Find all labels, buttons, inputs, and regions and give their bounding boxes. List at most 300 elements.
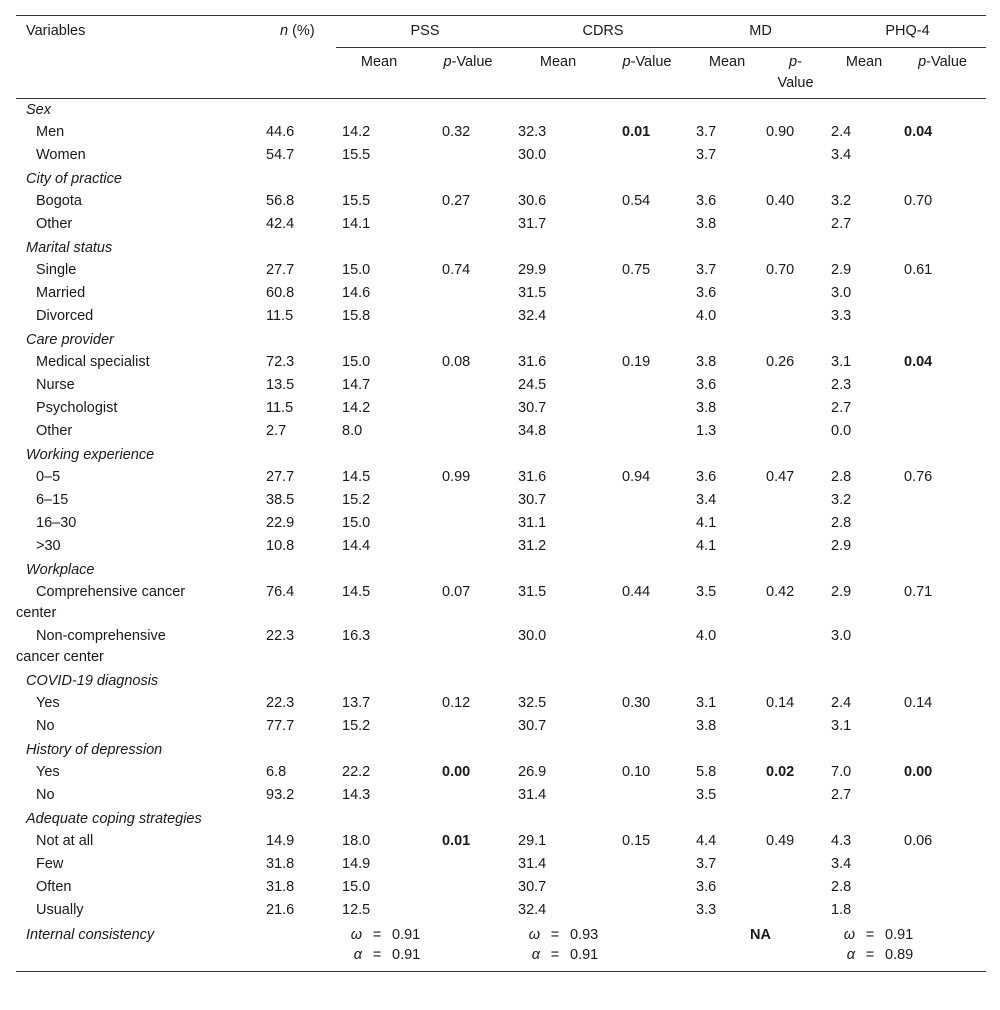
cell-n: 22.9 [266, 515, 295, 531]
cell-md-p: 0.70 [766, 262, 795, 278]
cell-md-p: 0.49 [766, 833, 795, 849]
row-label: Married [36, 285, 86, 301]
cell-pss-p [422, 375, 514, 398]
phq4-omega: 0.91 [885, 927, 914, 943]
table-row [16, 693, 986, 716]
cell-phq-mean: 2.7 [831, 216, 852, 232]
cell-n: 11.5 [266, 308, 294, 324]
table-row [16, 191, 986, 214]
cell-md-mean: 4.1 [696, 515, 717, 531]
cell-n: 6.8 [266, 764, 287, 780]
cell-phq-mean: 2.9 [831, 262, 852, 278]
cell-cdrs-p [602, 306, 692, 329]
pss-alpha: 0.91 [392, 947, 421, 963]
cell-md-p [762, 785, 829, 808]
row-label: Not at all [36, 833, 94, 849]
cell-md-p [762, 716, 829, 739]
table-row [16, 283, 986, 306]
results-table-container [16, 15, 986, 972]
cell-n: 22.3 [266, 628, 295, 644]
table-row [16, 831, 986, 854]
cdrs-consistency: ω = 0.93 α = 0.91 [514, 923, 692, 972]
cell-cdrs-p [602, 214, 692, 237]
cell-cdrs-mean: 31.1 [518, 515, 547, 531]
cell-md-p: 0.26 [766, 354, 795, 370]
cell-n: 93.2 [266, 787, 295, 803]
cell-pss-p [422, 398, 514, 421]
section-header [16, 168, 986, 191]
cell-phq-mean: 7.0 [831, 764, 852, 780]
cell-phq-p: 0.71 [904, 584, 933, 600]
cell-pss-p: 0.08 [442, 354, 471, 370]
cell-pss-mean: 15.2 [342, 492, 371, 508]
cell-md-p [762, 214, 829, 237]
table-row [16, 375, 986, 398]
cell-md-p: 0.40 [766, 193, 795, 209]
cell-cdrs-p [602, 854, 692, 877]
cell-pss-mean: 14.4 [342, 538, 371, 554]
header-group-cdrs: CDRS [514, 16, 692, 48]
table-row [16, 536, 986, 559]
row-label: 6–15 [36, 492, 69, 508]
table-row [16, 490, 986, 513]
cell-cdrs-p [602, 785, 692, 808]
cell-phq-p [899, 854, 986, 877]
results-table [16, 15, 986, 972]
cell-cdrs-mean: 30.0 [518, 628, 547, 644]
row-label: Other [36, 216, 73, 232]
section-header [16, 670, 986, 693]
section-title: Working experience [26, 447, 155, 463]
section-header [16, 444, 986, 467]
cell-cdrs-p [602, 626, 692, 670]
cell-phq-p [899, 536, 986, 559]
cell-md-mean: 3.1 [696, 695, 717, 711]
cell-n: 14.9 [266, 833, 295, 849]
cell-pss-mean: 15.0 [342, 879, 371, 895]
cell-phq-p: 0.14 [904, 695, 933, 711]
cell-phq-mean: 2.3 [831, 377, 852, 393]
cell-md-p: 0.42 [766, 584, 795, 600]
row-label: Often [36, 879, 72, 895]
row-label: Medical specialist [36, 354, 150, 370]
cell-cdrs-mean: 32.3 [518, 124, 547, 140]
cell-cdrs-p: 0.44 [622, 584, 651, 600]
header-md-p: p- Value [762, 48, 829, 99]
cell-phq-mean: 3.3 [831, 308, 852, 324]
cell-cdrs-mean: 30.0 [518, 147, 547, 163]
cell-phq-p [899, 375, 986, 398]
section-header [16, 559, 986, 582]
table-row [16, 306, 986, 329]
table-row [16, 352, 986, 375]
cell-n: 38.5 [266, 492, 295, 508]
cell-phq-p: 0.04 [904, 354, 933, 370]
cell-phq-mean: 3.1 [831, 354, 852, 370]
phq4-consistency: ω = 0.91 α = 0.89 [829, 923, 986, 972]
row-label: >30 [36, 538, 61, 554]
table-row [16, 900, 986, 923]
row-label: Single [36, 262, 77, 278]
row-label: Psychologist [36, 400, 118, 416]
cell-md-p [762, 877, 829, 900]
row-label: Nurse [36, 377, 75, 393]
cell-md-p [762, 513, 829, 536]
header-n-symbol: n [280, 23, 289, 39]
cell-md-mean: 3.6 [696, 285, 717, 301]
table-row [16, 854, 986, 877]
cell-md-mean: 3.6 [696, 193, 717, 209]
table-row [16, 214, 986, 237]
cell-n: 21.6 [266, 902, 295, 918]
section-header [16, 739, 986, 762]
cell-pss-p: 0.00 [442, 764, 471, 780]
cell-n: 72.3 [266, 354, 295, 370]
cell-pss-mean: 15.0 [342, 515, 371, 531]
cell-phq-mean: 2.8 [831, 469, 852, 485]
cell-pss-mean: 18.0 [342, 833, 371, 849]
header-cdrs-p: p-Value [602, 48, 692, 99]
cell-cdrs-p: 0.01 [622, 124, 651, 140]
cell-cdrs-p: 0.15 [622, 833, 651, 849]
cell-md-mean: 3.7 [696, 124, 717, 140]
cell-phq-p: 0.76 [904, 469, 933, 485]
cell-pss-p: 0.12 [442, 695, 471, 711]
cell-md-mean: 5.8 [696, 764, 717, 780]
cell-n: 11.5 [266, 400, 294, 416]
section-title: City of practice [26, 171, 122, 187]
cell-phq-mean: 2.4 [831, 124, 852, 140]
cell-cdrs-mean: 31.5 [518, 584, 547, 600]
cell-md-p [762, 283, 829, 306]
cell-pss-p [422, 513, 514, 536]
cell-cdrs-p [602, 283, 692, 306]
cell-cdrs-p [602, 877, 692, 900]
cell-cdrs-p: 0.10 [622, 764, 651, 780]
cell-cdrs-mean: 31.6 [518, 469, 547, 485]
cell-phq-p [899, 421, 986, 444]
cell-n: 31.8 [266, 879, 295, 895]
cell-pss-p [422, 877, 514, 900]
cell-phq-p [899, 513, 986, 536]
cell-pss-mean: 14.5 [342, 469, 371, 485]
section-title: Care provider [26, 332, 114, 348]
table-row [16, 398, 986, 421]
cell-cdrs-mean: 30.7 [518, 718, 547, 734]
cell-md-mean: 4.4 [696, 833, 717, 849]
cell-cdrs-mean: 30.7 [518, 492, 547, 508]
header-phq4-p: p-Value [899, 48, 986, 99]
cell-phq-mean: 3.2 [831, 193, 852, 209]
cell-md-p [762, 306, 829, 329]
cell-cdrs-mean: 26.9 [518, 764, 547, 780]
cell-phq-p [899, 626, 986, 670]
cell-cdrs-mean: 31.6 [518, 354, 547, 370]
row-label: Divorced [36, 308, 94, 324]
cell-md-p: 0.02 [766, 764, 795, 780]
cell-phq-mean: 2.8 [831, 879, 852, 895]
cell-cdrs-p [602, 716, 692, 739]
cell-pss-p: 0.99 [442, 469, 471, 485]
row-label: Yes [36, 764, 60, 780]
cell-n: 22.3 [266, 695, 295, 711]
cell-md-p [762, 854, 829, 877]
cell-cdrs-mean: 31.7 [518, 216, 547, 232]
cell-cdrs-mean: 24.5 [518, 377, 547, 393]
cell-pss-mean: 15.0 [342, 262, 371, 278]
cell-cdrs-mean: 29.1 [518, 833, 547, 849]
cell-pss-p [422, 626, 514, 670]
table-row [16, 716, 986, 739]
cell-pss-mean: 22.2 [342, 764, 371, 780]
cell-n: 44.6 [266, 124, 295, 140]
section-title: Sex [26, 102, 51, 118]
cell-cdrs-mean: 31.4 [518, 787, 547, 803]
cell-cdrs-mean: 32.4 [518, 902, 547, 918]
cell-phq-mean: 3.4 [831, 856, 852, 872]
cell-md-p: 0.14 [766, 695, 795, 711]
cell-n: 42.4 [266, 216, 295, 232]
table-row [16, 785, 986, 808]
cell-pss-mean: 8.0 [342, 423, 363, 439]
section-header [16, 99, 986, 123]
table-row [16, 145, 986, 168]
cell-md-mean: 3.6 [696, 879, 717, 895]
cell-pss-mean: 15.2 [342, 718, 371, 734]
cell-cdrs-p: 0.75 [622, 262, 651, 278]
cell-n: 60.8 [266, 285, 295, 301]
cell-n: 2.7 [266, 423, 287, 439]
header-variables: Variables [16, 16, 256, 48]
cell-pss-p [422, 306, 514, 329]
cell-md-mean: 3.8 [696, 216, 717, 232]
cell-pss-p [422, 900, 514, 923]
cell-cdrs-mean: 34.8 [518, 423, 547, 439]
cell-md-mean: 3.6 [696, 377, 717, 393]
phq4-alpha: 0.89 [885, 947, 914, 963]
cell-cdrs-p [602, 490, 692, 513]
cell-phq-p: 0.04 [904, 124, 933, 140]
cell-cdrs-mean: 31.4 [518, 856, 547, 872]
cell-md-mean: 3.8 [696, 354, 717, 370]
cell-md-mean: 4.0 [696, 308, 717, 324]
row-label: Bogota [36, 193, 82, 209]
cell-n: 31.8 [266, 856, 295, 872]
header-n [256, 16, 336, 48]
cell-md-p: 0.90 [766, 124, 795, 140]
cell-md-mean: 3.8 [696, 400, 717, 416]
cell-cdrs-p [602, 375, 692, 398]
cell-phq-p [899, 214, 986, 237]
table-row [16, 877, 986, 900]
cdrs-omega: 0.93 [570, 927, 599, 943]
cell-phq-p [899, 785, 986, 808]
table-row [16, 582, 986, 626]
section-header [16, 237, 986, 260]
section-title: Marital status [26, 240, 113, 256]
row-label: Few [36, 856, 64, 872]
section-title: Adequate coping strategies [26, 811, 202, 827]
cell-md-mean: 3.8 [696, 718, 717, 734]
cell-pss-mean: 15.5 [342, 147, 371, 163]
header-group-pss: PSS [336, 16, 514, 48]
cell-phq-p [899, 283, 986, 306]
cell-n: 56.8 [266, 193, 295, 209]
cell-pss-mean: 14.2 [342, 400, 371, 416]
header-pss-p: p-Value [422, 48, 514, 99]
table-row [16, 421, 986, 444]
cell-cdrs-p [602, 421, 692, 444]
cell-pss-mean: 14.5 [342, 584, 371, 600]
row-label: Men [36, 124, 65, 140]
cell-phq-mean: 2.7 [831, 787, 852, 803]
cell-pss-p [422, 145, 514, 168]
cell-pss-mean: 14.1 [342, 216, 371, 232]
cell-pss-mean: 15.5 [342, 193, 371, 209]
cell-md-mean: 3.5 [696, 584, 717, 600]
table-body [16, 99, 986, 972]
row-label: Non-comprehensive cancer center [16, 628, 166, 665]
row-label: Yes [36, 695, 60, 711]
header-row-stats [16, 48, 986, 99]
row-label: Usually [36, 902, 84, 918]
cell-cdrs-mean: 30.7 [518, 400, 547, 416]
cell-pss-p: 0.01 [442, 833, 471, 849]
table-row [16, 626, 986, 670]
cell-cdrs-p [602, 513, 692, 536]
cell-md-p: 0.47 [766, 469, 795, 485]
cell-phq-p: 0.61 [904, 262, 933, 278]
cell-phq-mean: 2.7 [831, 400, 852, 416]
cell-md-p [762, 421, 829, 444]
cell-phq-p [899, 877, 986, 900]
cell-cdrs-p: 0.54 [622, 193, 651, 209]
cell-md-mean: 3.6 [696, 469, 717, 485]
section-header [16, 329, 986, 352]
cell-cdrs-mean: 32.5 [518, 695, 547, 711]
cell-phq-mean: 3.0 [831, 628, 852, 644]
cell-md-mean: 3.7 [696, 262, 717, 278]
cell-phq-mean: 0.0 [831, 423, 852, 439]
cell-cdrs-p [602, 536, 692, 559]
cell-cdrs-mean: 31.2 [518, 538, 547, 554]
row-label: 0–5 [36, 469, 61, 485]
cell-phq-mean: 2.9 [831, 584, 852, 600]
cell-pss-mean: 14.9 [342, 856, 371, 872]
cell-n: 27.7 [266, 262, 295, 278]
table-row [16, 762, 986, 785]
cell-phq-mean: 2.8 [831, 515, 852, 531]
internal-consistency-label: Internal consistency [16, 923, 256, 972]
cell-n: 77.7 [266, 718, 295, 734]
cell-pss-p [422, 421, 514, 444]
cell-pss-p: 0.07 [442, 584, 471, 600]
section-title: Workplace [26, 562, 95, 578]
cell-md-p [762, 398, 829, 421]
cell-pss-mean: 15.8 [342, 308, 371, 324]
cell-md-p [762, 145, 829, 168]
cell-phq-p [899, 306, 986, 329]
cell-phq-p: 0.00 [904, 764, 933, 780]
cell-cdrs-mean: 32.4 [518, 308, 547, 324]
row-label: 16–30 [36, 515, 77, 531]
header-phq4-mean: Mean [829, 48, 899, 99]
cell-phq-mean: 3.0 [831, 285, 852, 301]
table-row [16, 260, 986, 283]
internal-consistency-row [16, 923, 986, 972]
cell-phq-mean: 2.4 [831, 695, 852, 711]
cell-pss-p [422, 490, 514, 513]
cell-md-p [762, 536, 829, 559]
cell-pss-mean: 15.0 [342, 354, 371, 370]
cell-phq-p [899, 398, 986, 421]
row-label: Other [36, 423, 73, 439]
cell-n: 76.4 [266, 584, 295, 600]
cell-md-mean: 1.3 [696, 423, 717, 439]
cell-cdrs-p [602, 145, 692, 168]
cell-phq-p [899, 716, 986, 739]
cell-md-p [762, 626, 829, 670]
cell-pss-p: 0.27 [442, 193, 471, 209]
cell-pss-p [422, 854, 514, 877]
cell-pss-mean: 14.2 [342, 124, 371, 140]
cell-md-p [762, 900, 829, 923]
cell-cdrs-p: 0.30 [622, 695, 651, 711]
cell-phq-mean: 1.8 [831, 902, 852, 918]
cell-pss-p [422, 785, 514, 808]
header-md-mean: Mean [692, 48, 762, 99]
header-group-md: MD [692, 16, 829, 48]
cell-pss-mean: 12.5 [342, 902, 371, 918]
cell-pss-mean: 14.3 [342, 787, 371, 803]
cell-pss-p [422, 716, 514, 739]
cell-cdrs-p [602, 900, 692, 923]
section-title: History of depression [26, 742, 163, 758]
cell-phq-mean: 3.2 [831, 492, 852, 508]
cell-n: 10.8 [266, 538, 295, 554]
cell-md-p [762, 375, 829, 398]
cell-md-mean: 4.0 [696, 628, 717, 644]
cell-phq-p: 0.06 [904, 833, 933, 849]
row-label: Comprehensive cancer center [16, 584, 186, 621]
cell-pss-mean: 16.3 [342, 628, 371, 644]
row-label: No [36, 718, 55, 734]
cell-pss-p [422, 283, 514, 306]
cell-pss-p: 0.74 [442, 262, 471, 278]
section-title: COVID-19 diagnosis [26, 673, 159, 689]
cell-pss-mean: 14.6 [342, 285, 371, 301]
cell-cdrs-p: 0.94 [622, 469, 651, 485]
cell-pss-p [422, 536, 514, 559]
cell-phq-p [899, 145, 986, 168]
row-label: Women [36, 147, 86, 163]
pss-omega: 0.91 [392, 927, 421, 943]
cell-md-mean: 4.1 [696, 538, 717, 554]
cell-n: 54.7 [266, 147, 295, 163]
cell-phq-mean: 2.9 [831, 538, 852, 554]
cell-md-mean: 3.7 [696, 147, 717, 163]
table-row [16, 513, 986, 536]
cell-pss-p: 0.32 [442, 124, 471, 140]
cell-phq-p: 0.70 [904, 193, 933, 209]
header-group-phq4: PHQ-4 [829, 16, 986, 48]
table-row [16, 467, 986, 490]
cell-n: 27.7 [266, 469, 295, 485]
row-label: No [36, 787, 55, 803]
cell-phq-p [899, 490, 986, 513]
header-cdrs-mean: Mean [514, 48, 602, 99]
cell-cdrs-mean: 30.6 [518, 193, 547, 209]
